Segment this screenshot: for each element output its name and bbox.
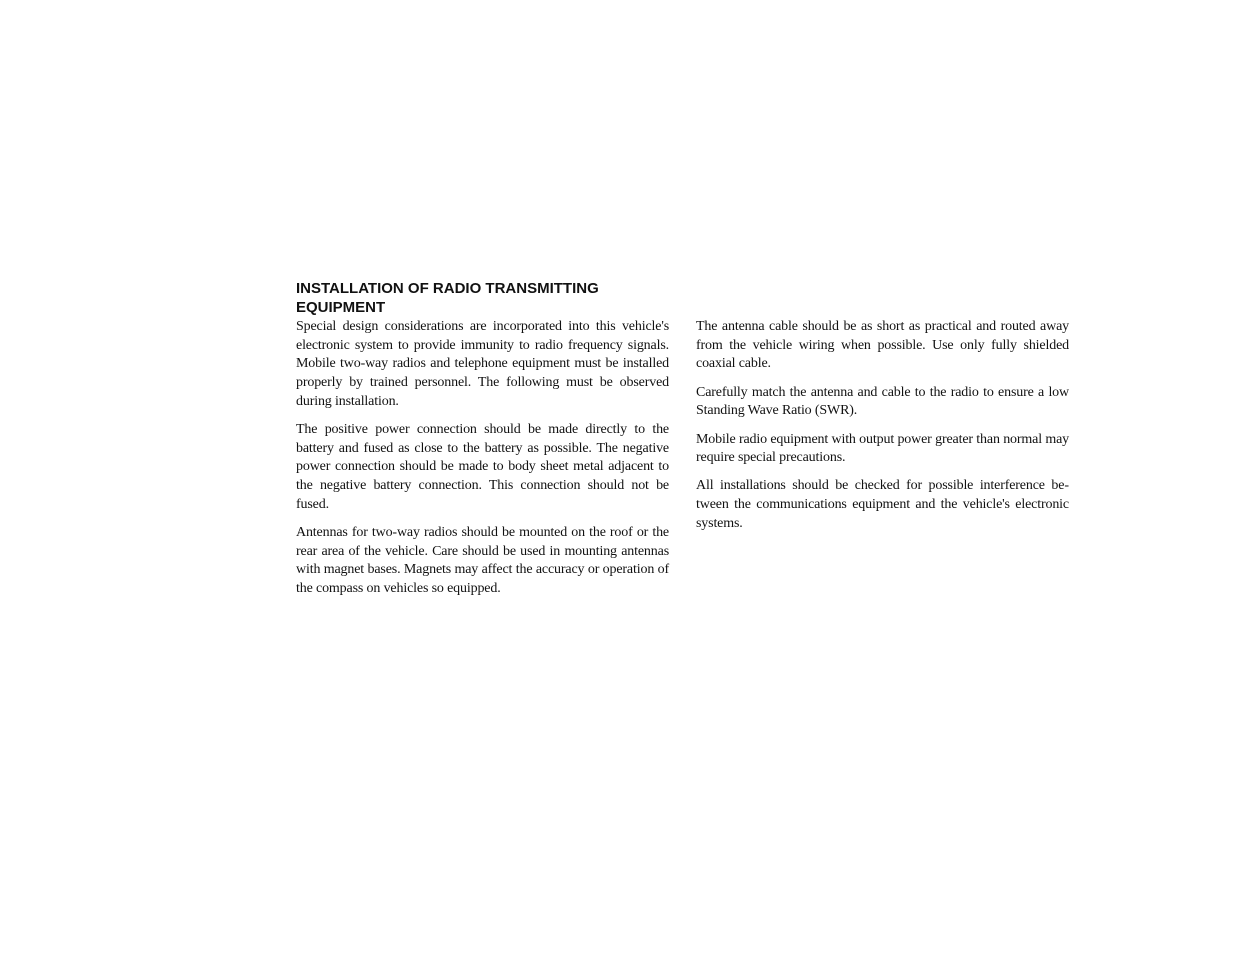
paragraph-immunity: Special design considerations are incorporated into this vehicle's electronic system to provide immunity to radio frequency signals. Mobile two-way radios and telephone equipment must be installed properly by trained personnel. The following must be observed during installation. — [296, 319, 669, 409]
paragraph-swr: Carefully match the antenna and cable to the radio to ensure a low Standing Wave Ratio (SWR). — [696, 384, 1069, 419]
paragraph-antenna-cable: The antenna cable should be as short as practical and routed away from the vehicle wiring when possible. Use only fully shielded coaxial cable. — [696, 319, 1069, 372]
left-column — [296, 318, 669, 608]
section-heading — [296, 280, 676, 317]
paragraph-antenna-mounting: Antennas for two-way radios should be mounted on the roof or the rear area of the vehicle. Care should be used in mounting antennas with magnet bases. Magnets may affect the accuracy or operation of the compass on vehicles so equipped. — [296, 525, 669, 597]
right-column — [696, 318, 1069, 543]
paragraph-interference-check: All installations should be checked for possible interference between the communications equipment and the vehicle's electronic systems. — [696, 478, 1069, 531]
section-heading-line-1: INSTALLATION OF RADIO TRANSMITTING — [296, 280, 599, 297]
paragraph-power-connection: The positive power connection should be made directly to the battery and fused as close to the battery as possible. The negative power connection should be made to body sheet metal adjacent to the negative battery connection. This connection should not be fused. — [296, 422, 669, 512]
section-heading-line-2: EQUIPMENT — [296, 298, 386, 316]
paragraph-output-power: Mobile radio equipment with output power greater than normal may require special precautions. — [696, 431, 1069, 466]
